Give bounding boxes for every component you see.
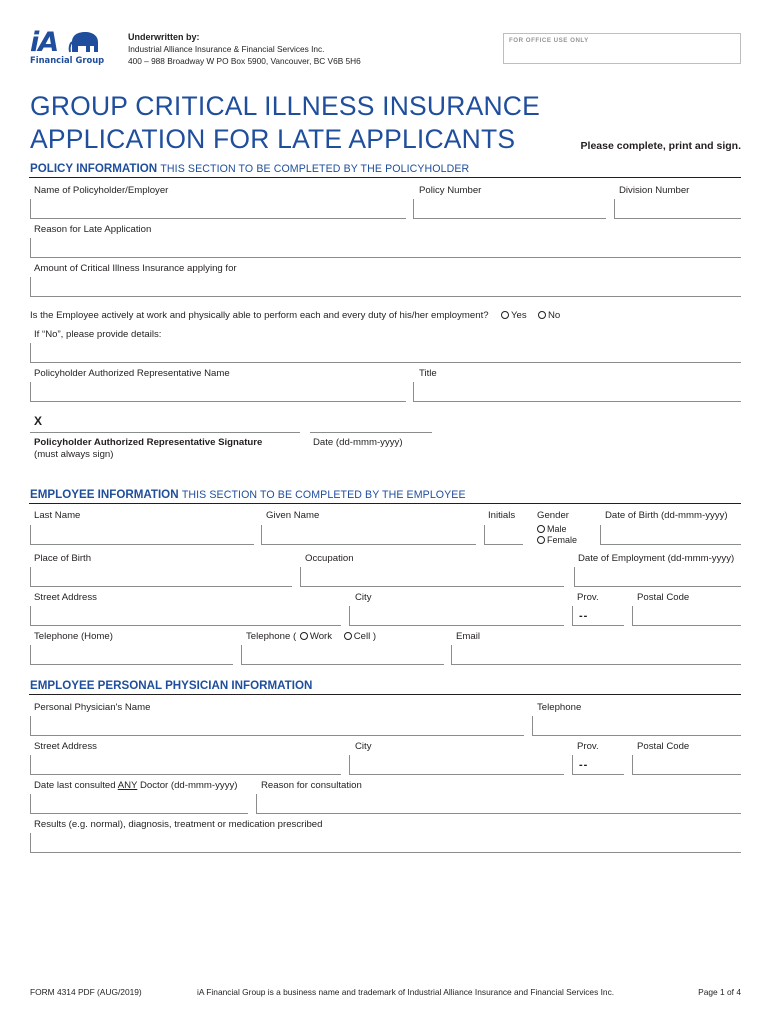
no-label: No bbox=[548, 310, 561, 321]
physician-postal-label: Postal Code bbox=[637, 741, 690, 752]
section-divider bbox=[29, 694, 741, 695]
form-id: FORM 4314 PDF (AUG/2019) bbox=[30, 987, 142, 997]
ia-logo bbox=[30, 27, 105, 70]
results-label: Results (e.g. normal), diagnosis, treatment or medication prescribed bbox=[34, 819, 323, 830]
section-divider bbox=[29, 503, 741, 504]
policy-heading: POLICY INFORMATION bbox=[30, 162, 158, 175]
initials-field[interactable] bbox=[484, 525, 523, 545]
consultation-reason-label: Reason for consultation bbox=[261, 780, 362, 791]
last-name-field[interactable] bbox=[30, 525, 254, 545]
employee-section-heading bbox=[30, 488, 466, 502]
office-use-label: FOR OFFICE USE ONLY bbox=[509, 37, 589, 44]
policy-number-label: Policy Number bbox=[419, 185, 482, 196]
cell-label: Cell ) bbox=[353, 631, 377, 642]
rep-title-field[interactable] bbox=[413, 382, 741, 402]
reason-late-label: Reason for Late Application bbox=[34, 224, 152, 235]
dob-field[interactable] bbox=[600, 525, 741, 545]
physician-section-heading bbox=[30, 679, 312, 693]
gender-male-option[interactable] bbox=[537, 524, 567, 535]
yes-label: Yes bbox=[511, 310, 527, 321]
female-radio[interactable] bbox=[537, 536, 545, 544]
active-at-work-question: Is the Employee actively at work and physically able to perform each and every duty of his/her employment? bbox=[30, 310, 489, 321]
trademark-notice: iA Financial Group is a business name and trademark of Industrial Alliance Insurance and Financial Services Inc. bbox=[197, 987, 615, 997]
cell-radio[interactable] bbox=[344, 632, 352, 640]
signature-line[interactable] bbox=[30, 432, 300, 433]
yes-radio[interactable] bbox=[501, 311, 509, 319]
underwritten-label: Underwritten by: bbox=[128, 32, 200, 42]
physician-city-field[interactable] bbox=[349, 755, 564, 775]
male-label: Male bbox=[547, 524, 567, 534]
doe-field[interactable] bbox=[574, 567, 741, 587]
city-label: City bbox=[355, 592, 372, 603]
street-address-field[interactable] bbox=[30, 606, 341, 626]
rep-title-label: Title bbox=[419, 368, 437, 379]
postal-code-field[interactable] bbox=[632, 606, 741, 626]
initials-label: Initials bbox=[488, 510, 516, 521]
underwriter-name: Industrial Alliance Insurance & Financial Services Inc. bbox=[128, 44, 325, 54]
instruction-text: Please complete, print and sign. bbox=[580, 140, 741, 152]
last-consulted-any: ANY bbox=[117, 780, 138, 791]
prov-field[interactable] bbox=[572, 606, 624, 626]
physician-name-label: Personal Physician's Name bbox=[34, 702, 151, 713]
ci-amount-field[interactable] bbox=[30, 277, 741, 297]
gender-label: Gender bbox=[537, 510, 569, 521]
ci-amount-label: Amount of Critical Illness Insurance applying for bbox=[34, 263, 237, 274]
prov-label: Prov. bbox=[577, 592, 599, 603]
gender-female-option[interactable] bbox=[537, 535, 577, 546]
last-consulted-prefix: Date last consulted bbox=[34, 780, 118, 791]
street-address-label: Street Address bbox=[34, 592, 97, 603]
signature-date-line[interactable] bbox=[310, 432, 432, 433]
physician-city-label: City bbox=[355, 741, 372, 752]
consultation-reason-field[interactable] bbox=[256, 794, 741, 814]
physician-prov-placeholder: -- bbox=[579, 759, 589, 771]
work-label: Work bbox=[309, 631, 333, 642]
division-number-label: Division Number bbox=[619, 185, 690, 196]
active-yes-option[interactable] bbox=[501, 310, 527, 321]
if-no-details-label: If “No”, please provide details: bbox=[34, 329, 162, 340]
last-consulted-field[interactable] bbox=[30, 794, 248, 814]
doe-label: Date of Employment (dd-mmm-yyyy) bbox=[578, 553, 735, 564]
employee-subheading: THIS SECTION TO BE COMPLETED BY THE EMPLOYEE bbox=[181, 489, 466, 501]
female-label: Female bbox=[547, 535, 578, 545]
division-number-field[interactable] bbox=[614, 199, 741, 219]
physician-street-label: Street Address bbox=[34, 741, 97, 752]
telephone-home-field[interactable] bbox=[30, 645, 233, 665]
section-divider bbox=[29, 177, 741, 178]
rep-name-field[interactable] bbox=[30, 382, 406, 402]
physician-telephone-field[interactable] bbox=[532, 716, 741, 736]
occupation-field[interactable] bbox=[300, 567, 564, 587]
occupation-label: Occupation bbox=[305, 553, 354, 564]
place-of-birth-label: Place of Birth bbox=[34, 553, 92, 564]
prov-placeholder: -- bbox=[579, 610, 589, 622]
physician-telephone-label: Telephone bbox=[537, 702, 582, 713]
place-of-birth-field[interactable] bbox=[30, 567, 292, 587]
work-radio[interactable] bbox=[300, 632, 308, 640]
email-label: Email bbox=[456, 631, 480, 642]
underwriter-address: 400 – 988 Broadway W PO Box 5900, Vancouver, BC V6B 5H6 bbox=[128, 56, 361, 66]
given-name-field[interactable] bbox=[261, 525, 476, 545]
physician-postal-field[interactable] bbox=[632, 755, 741, 775]
physician-street-field[interactable] bbox=[30, 755, 341, 775]
signature-label: Policyholder Authorized Representative Signature bbox=[34, 437, 263, 448]
employee-heading: EMPLOYEE INFORMATION bbox=[30, 488, 179, 501]
if-no-details-field[interactable] bbox=[30, 343, 741, 363]
rep-name-label: Policyholder Authorized Representative Name bbox=[34, 368, 230, 379]
email-field[interactable] bbox=[451, 645, 741, 665]
office-use-box bbox=[503, 33, 741, 64]
physician-heading: EMPLOYEE PERSONAL PHYSICIAN INFORMATION bbox=[30, 679, 313, 692]
physician-prov-field[interactable] bbox=[572, 755, 624, 775]
policyholder-name-field[interactable] bbox=[30, 199, 406, 219]
dob-label: Date of Birth (dd-mmm-yyyy) bbox=[605, 510, 728, 521]
last-name-label: Last Name bbox=[34, 510, 81, 521]
last-consulted-suffix: Doctor (dd-mmm-yyyy) bbox=[137, 780, 238, 791]
male-radio[interactable] bbox=[537, 525, 545, 533]
page-number: Page 1 of 4 bbox=[698, 987, 741, 997]
telephone-label: Telephone ( bbox=[246, 631, 297, 642]
given-name-label: Given Name bbox=[266, 510, 320, 521]
signature-date-label: Date (dd-mmm-yyyy) bbox=[313, 437, 403, 448]
signature-x-mark: X bbox=[34, 414, 43, 428]
signature-note: (must always sign) bbox=[34, 449, 114, 460]
telephone-type-group bbox=[246, 631, 376, 642]
city-field[interactable] bbox=[349, 606, 564, 626]
postal-code-label: Postal Code bbox=[637, 592, 690, 603]
form-title-line1: GROUP CRITICAL ILLNESS INSURANCE bbox=[30, 91, 541, 121]
elephant-icon bbox=[68, 30, 100, 56]
last-consulted-label bbox=[34, 780, 238, 791]
physician-prov-label: Prov. bbox=[577, 741, 599, 752]
policy-number-field[interactable] bbox=[413, 199, 606, 219]
telephone-work-cell-field[interactable] bbox=[241, 645, 444, 665]
reason-late-field[interactable] bbox=[30, 238, 741, 258]
physician-name-field[interactable] bbox=[30, 716, 524, 736]
policyholder-name-label: Name of Policyholder/Employer bbox=[34, 185, 169, 196]
results-field[interactable] bbox=[30, 833, 741, 853]
logo-text: iA bbox=[30, 27, 59, 58]
policy-section-heading bbox=[30, 162, 469, 176]
form-title-line2: APPLICATION FOR LATE APPLICANTS bbox=[30, 124, 516, 154]
telephone-home-label: Telephone (Home) bbox=[34, 631, 113, 642]
policy-subheading: THIS SECTION TO BE COMPLETED BY THE POLICYHOLDER bbox=[160, 163, 470, 175]
active-no-option[interactable] bbox=[538, 310, 560, 321]
no-radio[interactable] bbox=[538, 311, 546, 319]
logo-subtext: Financial Group bbox=[30, 55, 105, 65]
